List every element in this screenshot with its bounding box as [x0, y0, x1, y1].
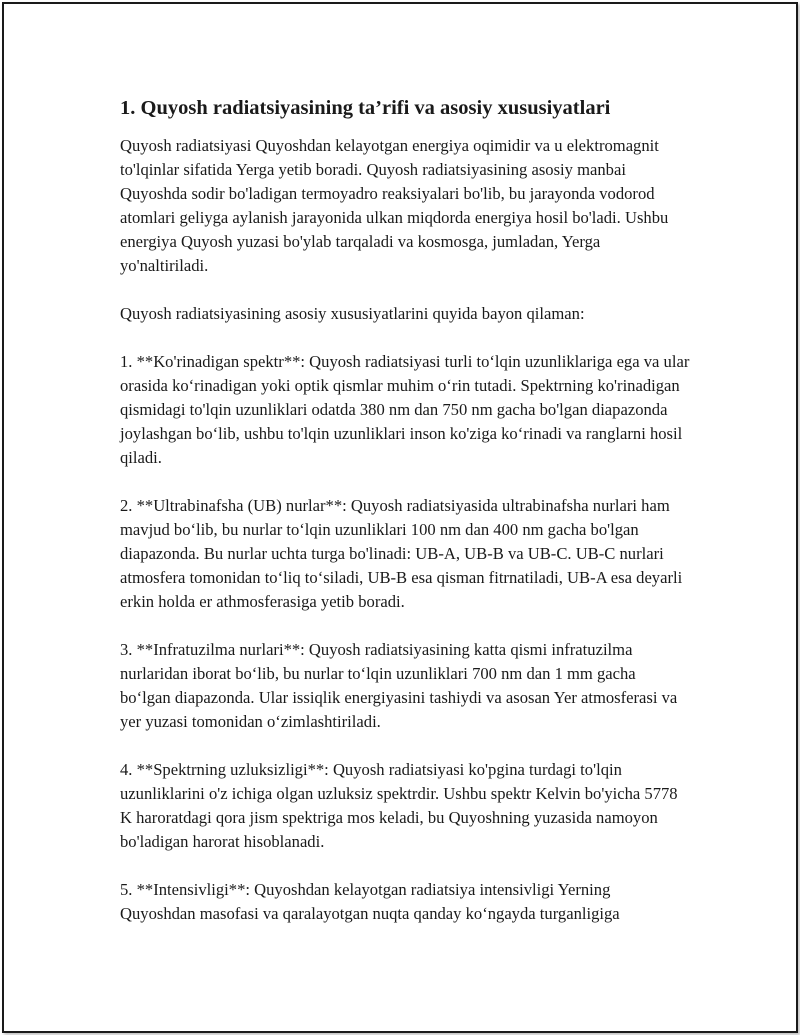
infrared-paragraph: 3. **Infratuzilma nurlari**: Quyosh radiatsiyasining katta qismi infratuzilma nurlaridan iborat bo‘lib, bu nurlar to‘lqin uzunliklari 700 nm dan 1 mm gacha bo‘lgan diapazonda. Ular issiqlik energiyasini tashiydi va asosan Yer atmosferasi va yer yuzasi tomonidan o‘zimlashtiriladi. [120, 640, 678, 731]
intro-paragraph: Quyosh radiatsiyasi Quyoshdan kelayotgan energiya oqimidir va u elektromagnit to'lqinlar sifatida Yerga yetib boradi. Quyosh radiatsiyasining asosiy manbai Quyoshda sodir bo'ladigan termoyadro reaksiyalari bo'lib, bu jarayonda vodorod atomlari geliyga aylanish jarayonida ulkan miqdorda energiya hosil bo'ladi. Ushbu energiya Quyosh yuzasi bo'ylab tarqaladi va kosmosga, jumladan, Yerga yo'naltiriladi. [120, 136, 669, 275]
properties-lead-paragraph: Quyosh radiatsiyasining asosiy xususiyatlarini quyida bayon qilaman: [120, 304, 585, 323]
section-heading: 1. Quyosh radiatsiyasining ta’rifi va asosiy xususiyatlari [120, 97, 611, 119]
ultraviolet-paragraph: 2. **Ultrabinafsha (UB) nurlar**: Quyosh radiatsiyasida ultrabinafsha nurlari ham mavjud bo‘lib, bu nurlar to‘lqin uzunliklari 100 nm dan 400 nm gacha bo'lgan diapazonda. Bu nurlar uchta turga bo'linadi: UB-A, UB-B va UB-C. UB-C nurlari atmosfera tomonidan to‘liq to‘siladi, UB-B esa qisman fitrnatiladi, UB-A esa deyarli erkin holda er athmosferasiga yetib boradi. [120, 496, 683, 611]
spectrum-continuity-paragraph: 4. **Spektrning uzluksizligi**: Quyosh radiatsiyasi ko'pgina turdagi to'lqin uzunliklarini o'z ichiga olgan uzluksiz spektrdir. Ushbu spektr Kelvin bo'yicha 5778 K haroratdagi qora jism spektriga mos keladi, bu Quyoshning yuzasida namoyon bo'ladigan harorat hisoblanadi. [120, 760, 678, 851]
intensity-paragraph: 5. **Intensivligi**: Quyoshdan kelayotgan radiatsiya intensivligi Yerning Quyoshdan masofasi va qaralayotgan nuqta qanday ko‘ngayda turganligiga [120, 880, 620, 923]
visible-spectrum-paragraph: 1. **Ko'rinadigan spektr**: Quyosh radiatsiyasi turli to‘lqin uzunliklariga ega va ular orasida ko‘rinadigan yoki optik qismlar muhim o‘rin tutadi. Spektrning ko'rinadigan qismidagi to'lqin uzunliklari odatda 380 nm dan 750 nm gacha bo'lgan diapazonda joylashgan bo‘lib, ushbu to'lqin uzunliklari inson ko'ziga ko‘rinadi va ranglarni hosil qiladi. [120, 352, 690, 467]
document-page [2, 2, 798, 1033]
document-content [120, 94, 690, 950]
